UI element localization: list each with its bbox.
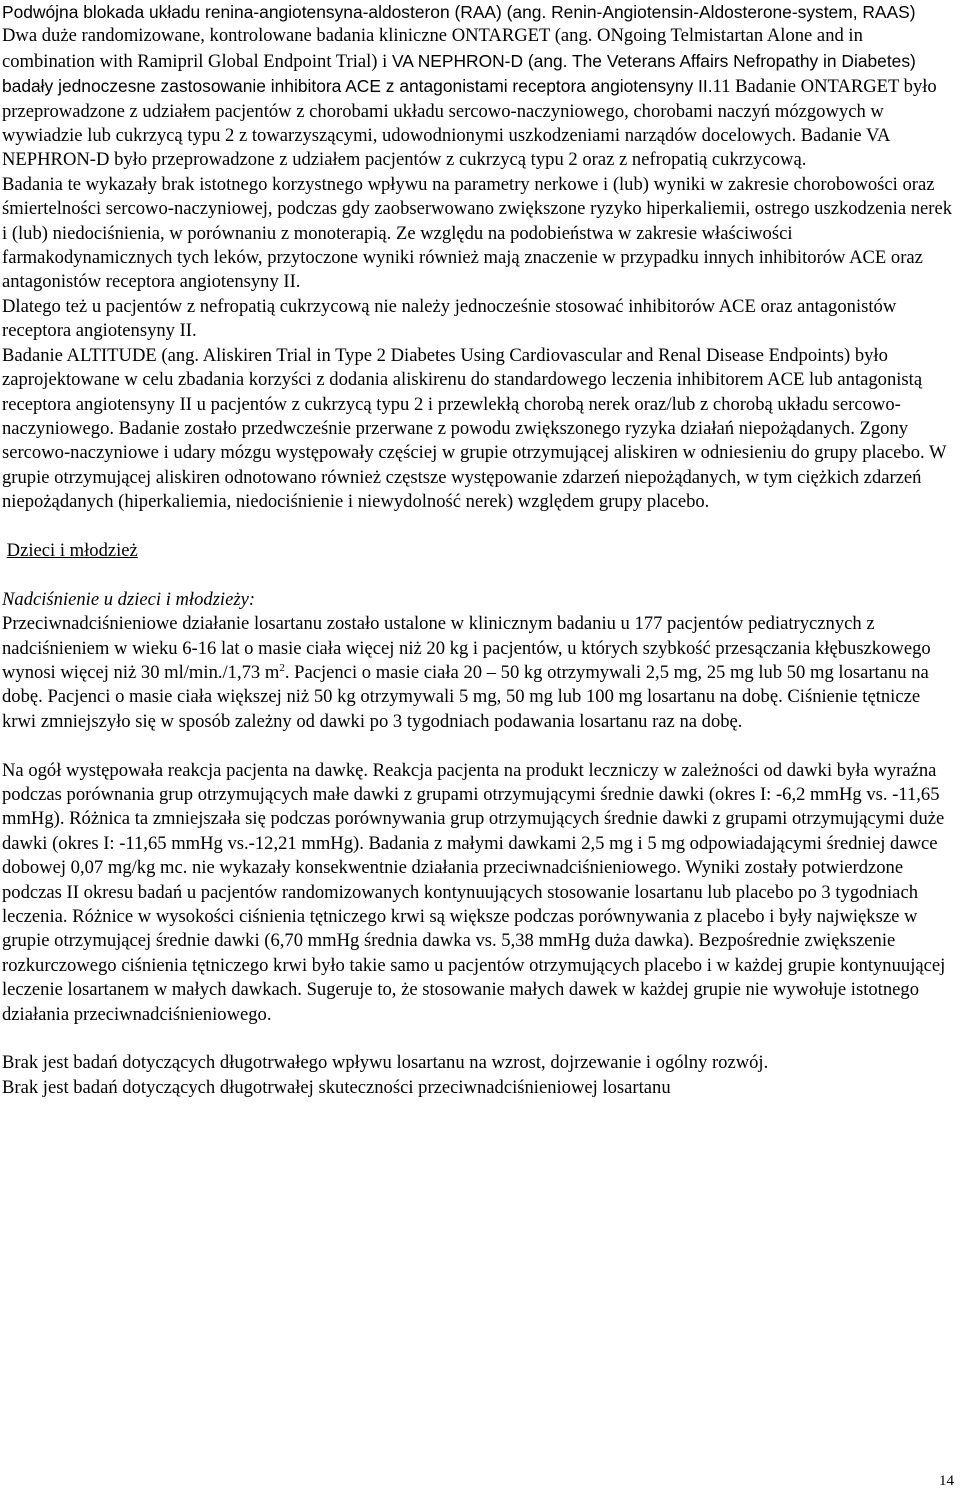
- children-p1-text: Przeciwnadciśnieniowe działanie losartanu zostało ustalone w klinicznym badaniu u 177 pacjentów pediatrycznych z nadciśnieniem w wieku 6-16 lat o masie ciała więcej niż 20 kg i pacjentów, u których szybkość przesączania kłębuszkowego wynosi więcej niż 30 ml/min./1,73 m: [2, 613, 931, 683]
- children-paragraph-3-line-1: Brak jest badań dotyczących długotrwałego wpływu losartanu na wzrost, dojrzewanie i ogólny rozwój.: [2, 1052, 769, 1074]
- altitude-paragraph: Badanie ALTITUDE (ang. Aliskiren Trial in Type 2 Diabetes Using Cardiovascular and Renal Disease Endpoints) było zaprojektowane w celu zbadania korzyści z dodania aliskirenu do standardowego leczenia inhibitorem ACE lub antagonistą receptora angiotensyny II u pacjentów z cukrzycą typu 2 i przewlekłą chorobą nerek oraz/lub z chorobą układu sercowo-naczyniowego. Badanie zostało przedwcześnie przerwane z powodu zwiększonego ryzyka działań niepożądanych. Zgony sercowo-naczyniowe i udary mózgu występowały częściej w grupie otrzymującej aliskiren w odniesieniu do grupy placebo. W grupie otrzymującej aliskiren odnotowano również częstsze występowanie zdarzeń niepożądanych, w tym ciężkich zdarzeń niepożądanych (hiperkaliemia, niedociśnienie i niewydolność nerek) względem grupy placebo.: [2, 344, 947, 513]
- trials-text-serif-2: 11 Badanie ONTARGET było przeprowadzone z udziałem pacjentów z chorobami układu sercowo-naczyniowego, chorobami naczyń mózgowych w wywiadzie lub cukrzycą typu 2 z towarzyszącymi, udowodnionymi uszkodzeniami narządów docelowych. Badanie VA NEPHRON-D było przeprowadzone z udziałem pacjentów z cukrzycą typu 2 oraz z nefropatią cukrzycową.: [2, 76, 937, 171]
- section-heading-text: Dzieci i młodzież: [6, 539, 138, 561]
- trials-text-sans: VA NEPHRON-D (ang. The Veterans Affairs Nefropathy in Diabetes) badały jednoczesne zastosowanie inhibitora ACE z antagonistami receptora angiotensyny II.: [2, 50, 916, 97]
- children-paragraph-2: Na ogół występowała reakcja pacjenta na dawkę. Reakcja pacjenta na produkt leczniczy w zależności od dawki była wyraźna podczas porównania grup otrzymujących małe dawki z grupami otrzymującymi średnie dawki (okres I: -6,2 mmHg vs. -11,65 mmHg). Różnica ta zmniejszała się podczas porównywania grup otrzymujących średnie dawki z grupami otrzymującymi duże dawki (okres I: -11,65 mmHg vs.-12,21 mmHg). Badania z małymi dawkami 2,5 mg i 5 mg odpowiadającymi średniej dawce dobowej 0,07 mg/kg mc. nie wykazały konsekwentnie działania przeciwnadciśnieniowego. Wyniki zostały potwierdzone podczas II okresu badań u pacjentów randomizowanych kontynuujących stosowanie losartanu lub placebo po 3 tygodniach leczenia. Różnice w wysokości ciśnienia tętniczego krwi są większe podczas porównywania z placebo i były największe w grupie otrzymującej średnie dawki (6,70 mmHg średnia dawka vs. 5,38 mmHg duża dawka). Bezpośrednie zwiększenie rozkurczowego ciśnienia tętniczego krwi było takie samo u pacjentów otrzymujących placebo i w każdej grupie kontynuującej leczenie losartanem w małych dawkach. Sugeruje to, że stosowanie małych dawek w każdej grupie nie wywołuje istotnego działania przeciwnadciśnieniowego.: [2, 759, 946, 1025]
- children-paragraph-3-line-2: Brak jest badań dotyczących długotrwałej skuteczności przeciwnadciśnieniowej losartanu: [2, 1076, 671, 1098]
- page-number: 14: [939, 1473, 954, 1489]
- raas-results-paragraph: Badania te wykazały brak istotnego korzystnego wpływu na parametry nerkowe i (lub) wyniki w zakresie chorobowości oraz śmiertelności sercowo-naczyniowej, podczas gdy zaobserwowano zwiększone ryzyko hiperkaliemii, ostrego uszkodzenia nerek i (lub) niedociśnienia, w porównaniu z monoterapią. Ze względu na podobieństwa w zakresie właściwości farmakodynamicznych tych leków, przytoczone wyniki również mają znaczenie w przypadku innych inhibitorów ACE oraz antagonistów receptora angiotensyny II.: [2, 173, 953, 293]
- subsection-heading: Nadciśnienie u dzieci i młodzieży:: [2, 588, 256, 610]
- spacer: [2, 563, 954, 587]
- children-p1-text-cont: . Pacjenci o masie ciała 20 – 50 kg otrzymywali 2,5 mg, 25 mg lub 50 mg losartanu na dobę. Pacjenci o masie ciała większej niż 50 kg otrzymywali 5 mg, 50 mg lub 100 mg losartanu na dobę. Ciśnienie tętnicze krwi zmniejszyło się w sposób zależny od dawki po 3 tygodniach podawania losartanu raz na dobę.: [2, 661, 929, 732]
- section-heading: [2, 539, 954, 563]
- raas-heading-line: Podwójna blokada układu renina-angiotensyna-aldosteron (RAA) (ang. Renin-Angiotensin-Aldosterone-system, RAAS): [2, 2, 916, 22]
- children-paragraph-1: [2, 612, 954, 734]
- spacer: [2, 734, 954, 758]
- spacer: [2, 515, 954, 539]
- superscript: 2: [279, 661, 285, 674]
- trials-text-serif: Dwa duże randomizowane, kontrolowane badania kliniczne ONTARGET (ang. ONgoing Telmistartan Alone and in combination with Ramipril Global Endpoint Trial) i: [2, 25, 863, 72]
- raas-contraindication-paragraph: Dlatego też u pacjentów z nefropatią cukrzycową nie należy jednocześnie stosować inhibitorów ACE oraz antagonistów receptora angiotensyny II.: [2, 295, 897, 342]
- spacer: [2, 1027, 954, 1051]
- raas-trials-paragraph: [2, 24, 954, 172]
